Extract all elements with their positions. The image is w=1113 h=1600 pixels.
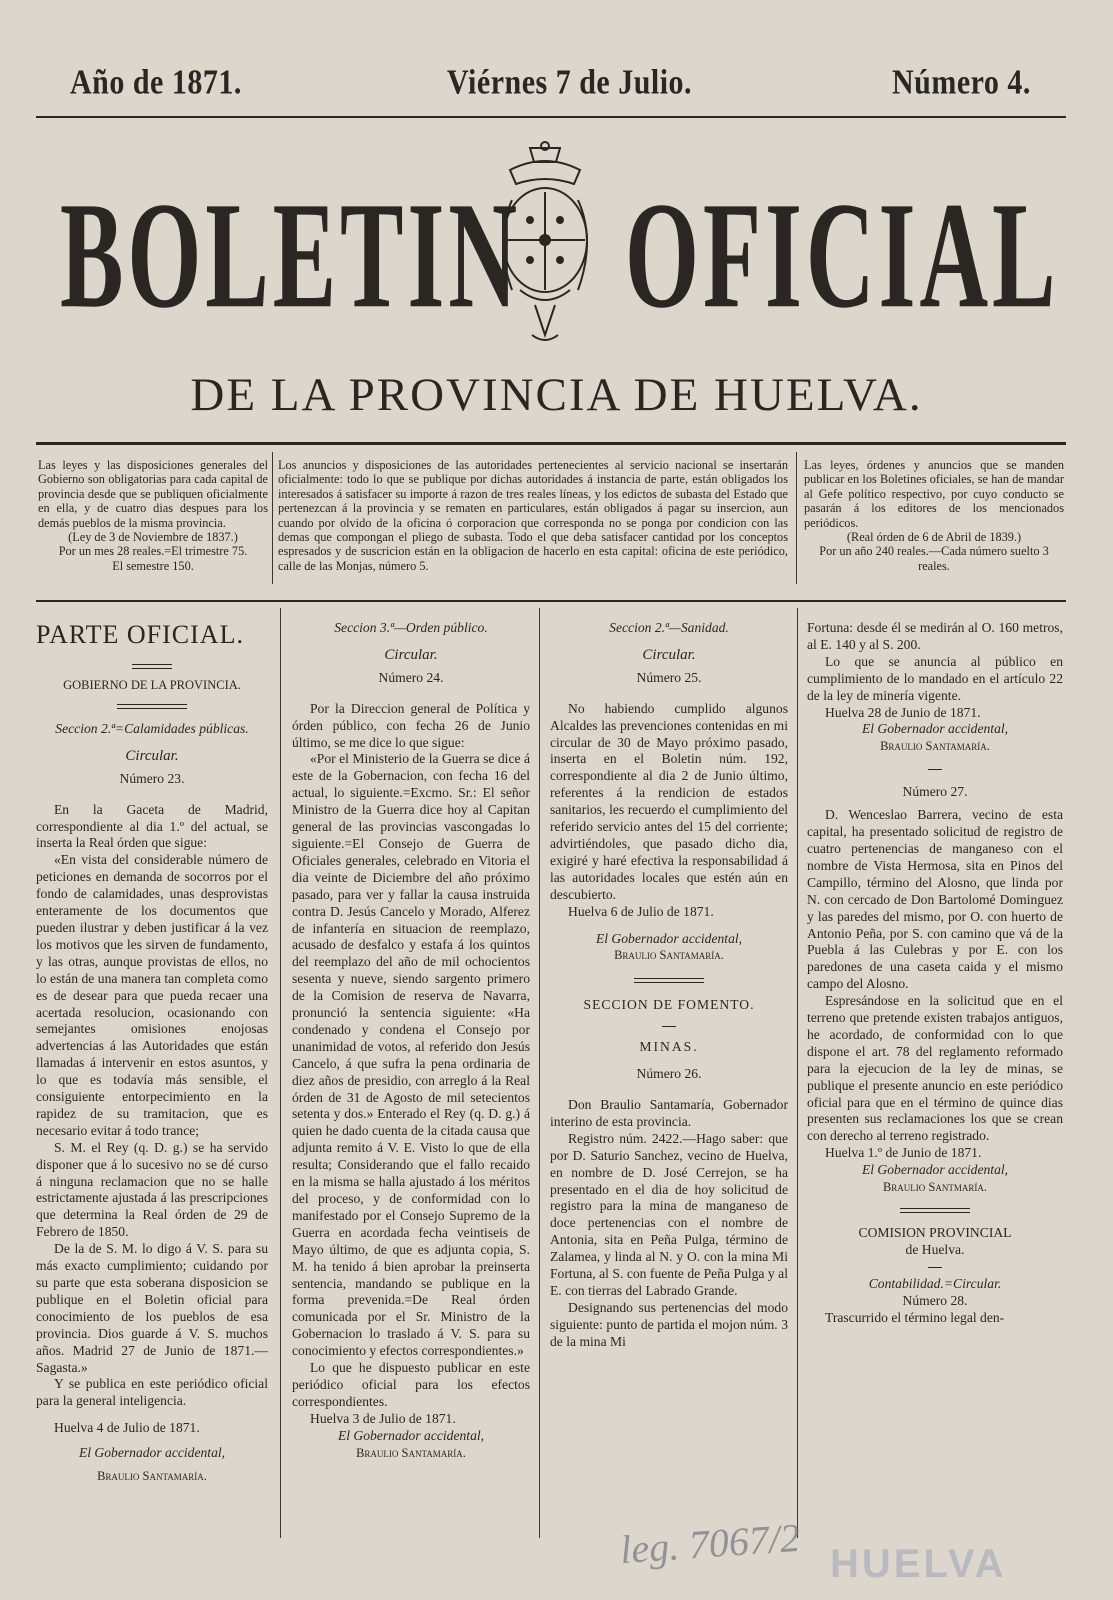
gobierno-heading: GOBIERNO DE LA PROVINCIA. xyxy=(63,678,241,692)
section-heading: Seccion 3.ª—Orden público. xyxy=(334,620,488,635)
comision-heading: COMISION PROVINCIAL xyxy=(858,1225,1012,1240)
paragraph: Trascurrido el término legal den- xyxy=(825,1309,1005,1325)
notice-right-text: Las leyes, órdenes y anuncios que se manden publicar en los Boletines oficiales, se han de mandar al Gefe político respectivo, por cuyo conducto se pasarán á los editores de los mencionados periódicos. xyxy=(804,458,1064,530)
number-heading: Número 23. xyxy=(119,770,185,786)
signature-role: El Gobernador accidental, xyxy=(595,930,743,946)
paragraph: Por la Direccion general de Política y órden público, con fecha 26 de Junio último, se me dice lo que sigue: xyxy=(292,700,530,750)
notice-center xyxy=(278,458,788,573)
masthead-word-oficial: OFICIAL xyxy=(625,171,1060,340)
minas-heading: MINAS. xyxy=(639,1039,699,1055)
date-line: Huelva 28 de Junio de 1871. xyxy=(825,704,981,720)
circular-heading: Circular. xyxy=(384,646,438,663)
circular-heading: Circular. xyxy=(125,747,179,764)
divider-ornament xyxy=(132,664,172,669)
section-heading: Seccion 2.ª=Calamidades públicas. xyxy=(55,720,249,736)
signature-role: El Gobernador accidental, xyxy=(861,1162,1009,1178)
column-divider-2 xyxy=(539,608,540,1538)
signature-role: El Gobernador accidental, xyxy=(337,1427,485,1443)
paragraph: De la de S. M. lo digo á V. S. para su más exacto cumplimiento; cuidando por su parte que esta soberana disposicion se publique en el Boletin oficial para conocimiento de los pueblos de esa provincia. Dios guarde á V. S. muchos años. Madrid 27 de Junio de 1871.—Sagasta.» xyxy=(36,1241,268,1375)
paragraph: Fortuna: desde él se medirán al O. 160 metros, al E. 140 y al S. 200. xyxy=(807,620,1063,652)
paragraph: Don Braulio Santamaría, Gobernador interino de esta provincia. xyxy=(550,1097,788,1129)
parte-oficial-heading: PARTE OFICIAL. xyxy=(36,620,244,649)
paragraph: Designando sus pertenencias del modo siguiente: punto de partida el mojon núm. 3 de la mina Mi xyxy=(550,1299,788,1349)
archive-watermark: HUELVA xyxy=(830,1542,1007,1586)
date-line: Huelva 1.º de Junio de 1871. xyxy=(825,1145,982,1161)
date-line: Huelva 6 de Julio de 1871. xyxy=(568,903,714,919)
paragraph: En la Gaceta de Madrid, correspondiente al dia 1.º del actual, se inserta la Real órden que sigue: xyxy=(36,801,268,851)
notices-rule xyxy=(36,600,1066,602)
notice-left-price: Por un mes 28 reales.=El trimestre 75. xyxy=(58,544,248,559)
date-line: Huelva 4 de Julio de 1871. xyxy=(54,1420,200,1436)
paragraph: D. Wenceslao Barrera, vecino de esta capital, ha presentado solicitud de registro de cuatro pertenencias de manganeso con el nombre de Vista Hermosa, sita en Pinos del Campillo, término del Alosno, que linda por N. con cercado de Don Bartolomé Dominguez y las paredes del mismo, por O. con huerto de Antonio Peña, por S. con camino que vá de la Puebla á las Culebras y por E. con los paredones de una caseta caida y el mismo campo del Alosno. xyxy=(807,807,1063,992)
notice-right xyxy=(804,458,1064,573)
masthead-word-boletin: BOLETIN xyxy=(60,171,521,340)
number-heading: Número 25. xyxy=(636,669,702,685)
signature-name: Braulio Santamaría. xyxy=(880,739,990,754)
paragraph: «Por el Ministerio de la Guerra se dice á este de la Gobernacion, con fecha 16 del actual, lo siguiente.=Excmo. Sr.: El señor Ministro de la Guerra dice hoy al Capitan general de las provincias vascongadas lo siguiente.=El Consejo de Guerra de Oficiales generales, celebrado en Vitoria el dia veinte de Diciembre del año próximo pasado, para ver y fallar la causa instruida contra D. Jesús Cancelo y Morado, Alferez de infantería en situacion de reemplazo, acusado de desfalco y estafa á los quintos del reemplazo del año de mil ochocientos sesenta y nueve, siendo sargento primero de la Comision de reserva de Navarra, pronunció la sentencia siguiente: «Ha condenado y condena el Consejo por unanimidad de votos, al referido don Jesús Cancelo, á que sufra la pena ordinaria de diez años de presidio, con arreglo á la Real órden de 31 de Agosto de mil setecientos setenta y dos.» Enterado el Rey (q. D. g.) á quien he dado cuenta de la citada causa que adjunta remito á V. E. Visto lo que de ella resulta; Considerando que el fallo recaido en la misma se halla ajustado á los méritos del proceso, y de conformidad con lo manifestado por el Consejo Supremo de la Guerra en acordada fecha veintiseis de Mayo último, de que es adjunta copia, S. M. ha tenido á bien aprobar la preinserta sentencia, mandando se publique en la forma prevenida.=De Real órden comunicada por el Sr. Ministro de la Gobernacion lo traslado á V. S. para su conocimiento y efectos correspondientes.» xyxy=(292,751,530,1359)
signature-role: El Gobernador accidental, xyxy=(861,721,1009,737)
royal-crest-icon xyxy=(490,140,600,352)
section-heading: Seccion 2.ª—Sanidad. xyxy=(609,620,729,635)
handwritten-archive-mark: leg. 7067/2 xyxy=(618,1514,802,1573)
column-2 xyxy=(292,620,530,1462)
column-divider-1 xyxy=(280,608,281,1538)
paragraph: No habiendo cumplido algunos Alcaldes las prevenciones contenidas en mi circular de 30 de Mayo próximo pasado, inserta en el Boletin núm. 192, correspondiente al dia 2 de Junio último, referentes á la rendicion de estados sanitarios, les recuerdo el cumplimiento del referido servicio antes del 15 del corriente; advirtiéndoles, que pasado dicho dia, exigiré y haré efectiva la responsabilidad á las autoridades locales que estén aún en descubierto. xyxy=(550,700,788,902)
signature-name: Braulio Santamaría. xyxy=(614,948,724,963)
issue-year: Año de 1871. xyxy=(70,63,242,102)
divider-dash xyxy=(662,1026,676,1027)
paragraph: Y se publica en este periódico oficial para la general inteligencia. xyxy=(36,1376,268,1409)
paragraph: Lo que se anuncia al público en cumplimiento de lo mandado en el artículo 22 de la ley de minería vigente. xyxy=(807,653,1063,703)
divider-ornament xyxy=(634,978,704,983)
signature-role: El Gobernador accidental, xyxy=(78,1445,226,1461)
notice-right-order: (Real órden de 6 de Abril de 1839.) xyxy=(846,530,1022,545)
number-heading: Número 28. xyxy=(902,1292,968,1308)
notice-left-law: (Ley de 3 de Noviembre de 1837.) xyxy=(68,530,238,545)
notice-left xyxy=(38,458,268,573)
paragraph: «En vista del considerable número de peticiones en demanda de socorros por el fondo de calamidades, unas desprovistas enteramente de los documentos que pueden ilustrar y deben justificar á la vez los motivos que les sirven de fundamento, y las otras, aunque provistas de ellos, no lo están de una manera tan completa como es de desear para que pueda recaer una acertada resolucion, ocasionando con semejantes omisiones enojosas advertencias á las Autoridades que están llamadas á intervenir en estos asuntos, y lo que es todavía más sensible, el consiguiente entorpecimiento en la rapidez de su tramitacion, que es necesario evitar á todo trance; xyxy=(36,852,268,1138)
divider-ornament xyxy=(117,704,187,709)
section-heading: Contabilidad.=Circular. xyxy=(868,1275,1002,1291)
notice-right-price: Por un año 240 reales.—Cada número suelto 3 reales. xyxy=(819,544,1049,573)
signature-name: Braulio Santamaría. xyxy=(356,1445,466,1460)
notice-left-text: Las leyes y las disposiciones generales del Gobierno son obligatorias para cada capital de provincia desde que se publiquen oficialmente en ella, y de cuatro dias despues para los demás pueblos de la misma provincia. xyxy=(38,458,268,530)
masthead-rule xyxy=(36,442,1066,445)
column-divider-3 xyxy=(797,608,798,1538)
notice-left-semester: El semestre 150. xyxy=(112,558,194,573)
circular-heading: Circular. xyxy=(642,646,696,663)
signature-name: Braulio Santmaría. xyxy=(882,1180,988,1195)
notice-center-text: Los anuncios y disposiciones de las autoridades pertenecientes al servicio nacional se insertarán oficialmente: todo lo que se publique por dichas autoridades á instancia de parte, están obligados los interesados á satisfacer su importe á razon de tres reales líneas, y los edictos de subasta del Estado que pertenezcan á la provincia y se rematen en particulares, están obligados á pagar su insercion, aun cuando por olvido de la oficina ó corporacion que corresponda no se ponga por condicion con las demas que compongan el pliego de subasta. Todo el que deba satisfacer cantidad por los conceptos espresados y de suscricion están en la obligacion de hacerlo en esta capital: oficina de este periódico, calle de las Monjas, número 5. xyxy=(278,458,788,573)
paragraph: S. M. el Rey (q. D. g.) se ha servido disponer que á lo sucesivo no se dé curso á ninguna reclamacion que no se halle estrictamente ajustada á las prescripciones que determina la Real órden de 29 de Febrero de 1850. xyxy=(36,1139,268,1240)
paragraph: Espresándose en la solicitud que en el terreno que pretende existen trabajos antiguos, he acordado, de conformidad con lo que dispone el art. 78 del reglamento reformado para la ejecucion de la ley de minas, se publique el presente anuncio en este periódico oficial para que en el término de quince dias presenten sus reclamaciones los que se crean con derecho al terreno registrado. xyxy=(807,993,1063,1144)
notice-divider-1 xyxy=(272,452,273,584)
masthead-subtitle: DE LA PROVINCIA DE HUELVA. xyxy=(190,369,923,421)
number-heading: Número 24. xyxy=(378,669,444,685)
fomento-heading: SECCION DE FOMENTO. xyxy=(583,997,755,1013)
divider-dash xyxy=(928,769,942,770)
number-heading: Número 26. xyxy=(636,1066,702,1082)
paragraph: Registro núm. 2422.—Hago saber: que por D. Saturio Sanchez, vecino de Huelva, en nombre de D. José Cerrejon, se ha presentado en el dia de hoy solicitud de registro para la mina de manganeso de doce pertenencias con el nombre de Antonia, sita en Peña Pulga, término de Zalamea, y linda al N. y O. con la mina Mi Fortuna, al S. con fuente de Peña Pulga y al E. con tierras del Labrado Grande. xyxy=(550,1130,788,1298)
divider-ornament xyxy=(900,1208,970,1213)
comision-subheading: de Huelva. xyxy=(905,1241,965,1257)
issue-number: Número 4. xyxy=(892,63,1031,102)
header-rule xyxy=(36,116,1066,118)
paragraph: Lo que he dispuesto publicar en este periódico oficial para los efectos correspondientes. xyxy=(292,1360,530,1409)
date-line: Huelva 3 de Julio de 1871. xyxy=(310,1410,456,1426)
column-1 xyxy=(36,620,268,1485)
issue-date: Viérnes 7 de Julio. xyxy=(447,63,693,102)
column-3 xyxy=(550,620,788,1351)
signature-name: Braulio Santamaría. xyxy=(97,1469,207,1484)
divider-dash xyxy=(928,1267,942,1268)
notice-divider-2 xyxy=(796,452,797,584)
column-4 xyxy=(807,620,1063,1327)
number-heading: Número 27. xyxy=(902,784,968,800)
